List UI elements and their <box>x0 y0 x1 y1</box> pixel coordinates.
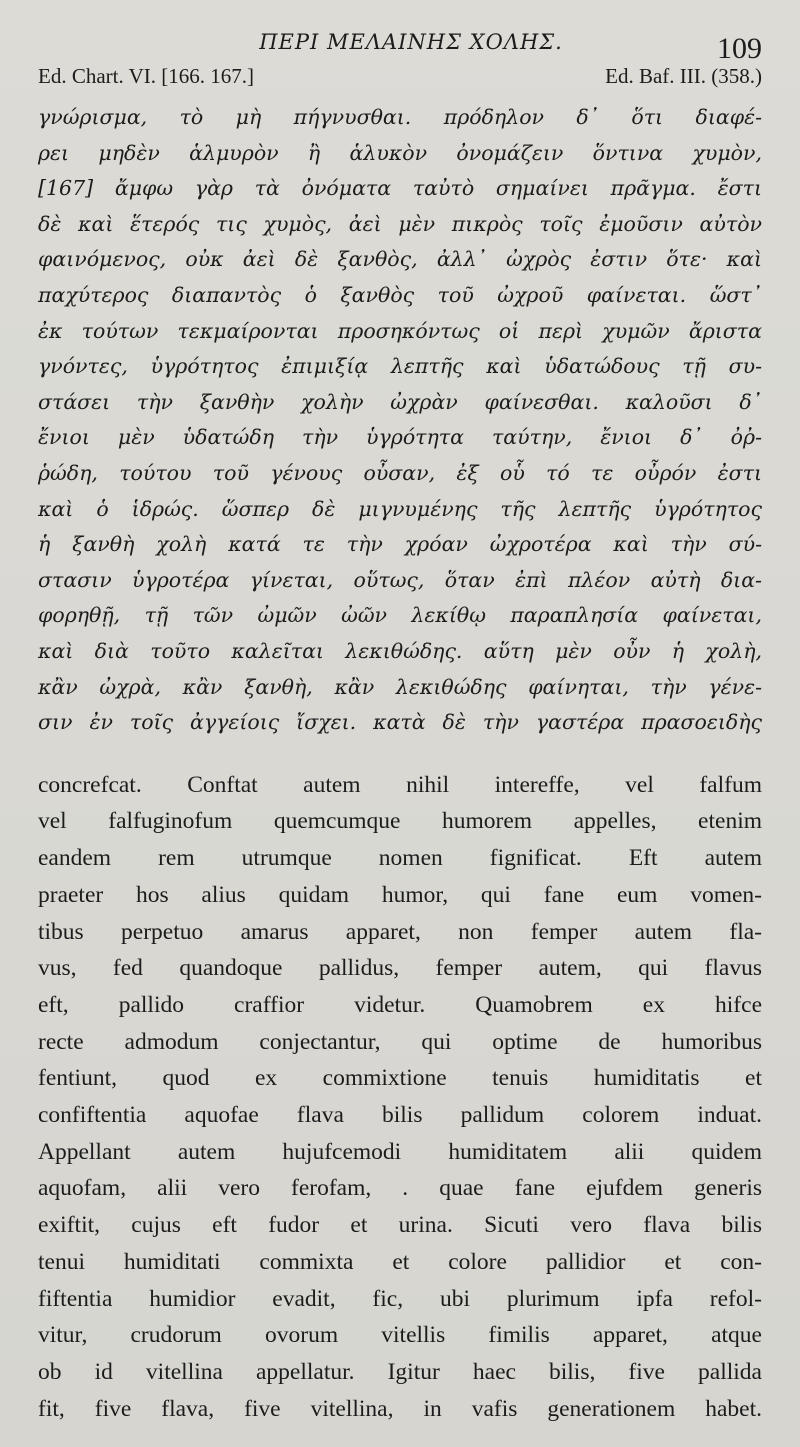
latin-line: tibus perpetuo amarus apparet, non femper autem fla- <box>38 918 762 945</box>
greek-line: [167] ἄμφω γὰρ τὰ ὀνόματα ταὐτὸ σημαίνει πρᾶγμα. ἔστι <box>38 176 762 201</box>
edition-right: Ed. Baf. III. (358.) <box>605 64 762 88</box>
page-number: 109 <box>717 32 762 65</box>
greek-line: δὲ καὶ ἕτερός τις χυμὸς, ἀεὶ μὲν πικρὸς τοῖς ἐμοῦσιν αὐτὸν <box>38 211 762 236</box>
latin-line: aquofam, alii vero ferofam, . quae fane ejufdem generis <box>38 1175 762 1202</box>
latin-line: Appellant autem hujufcemodi humiditatem alii quidem <box>38 1138 762 1165</box>
greek-line: στασιν ὑγροτέρα γίνεται, οὕτως, ὅταν ἐπὶ πλέον αὐτὴ δια- <box>38 567 762 592</box>
latin-line: concrefcat. Conftat autem nihil intereffe, vel falfum <box>38 771 762 798</box>
greek-line: στάσει τὴν ξανθὴν χολὴν ὠχρὰν φαίνεσθαι. καλοῦσι δ᾽ <box>38 389 762 414</box>
latin-line: eandem rem utrumque nomen fignificat. Eft autem <box>38 845 762 872</box>
latin-line: vel falfuginofum quemcumque humorem appelles, etenim <box>38 808 762 835</box>
latin-line: vitur, crudorum ovorum vitellis fimilis apparet, atque <box>38 1322 762 1349</box>
latin-line: praeter hos alius quidam humor, qui fane eum vomen- <box>38 881 762 908</box>
greek-line: καὶ ὁ ἱδρώς. ὥσπερ δὲ μιγνυμένης τῆς λεπτῆς ὑγρότητος <box>38 496 762 521</box>
greek-line: φορηθῇ, τῇ τῶν ὠμῶν ὠῶν λεκίθῳ παραπλησία φαίνεται, <box>38 603 762 628</box>
greek-line: ῥώδη, τούτου τοῦ γένους οὖσαν, ἐξ οὗ τό τε οὖρόν ἐστι <box>38 460 762 485</box>
greek-line: καὶ διὰ τοῦτο καλεῖται λεκιθώδης. αὕτη μὲν οὖν ἡ χολὴ, <box>38 638 762 663</box>
latin-line: vus, fed quandoque pallidus, femper autem, qui flavus <box>38 955 762 982</box>
latin-text <box>38 767 762 1428</box>
greek-text <box>38 100 762 741</box>
edition-left: Ed. Chart. VI. [166. 167.] <box>38 64 254 88</box>
latin-line: eft, pallido craffior videtur. Quamobrem ex hifce <box>38 991 762 1018</box>
latin-line: fiftentia humidior evadit, fic, ubi plurimum ipfa refol- <box>38 1285 762 1312</box>
greek-line: ἡ ξανθὴ χολὴ κατά τε τὴν χρόαν ὠχροτέρα καὶ τὴν σύ- <box>38 532 762 557</box>
greek-line: γνώρισμα, τὸ μὴ πήγνυσθαι. πρόδηλον δ᾽ ὅτι διαφέ- <box>38 105 762 129</box>
greek-line: ἔνιοι μὲν ὑδατώδη τὴν ὑγρότητα ταύτην, ἔνιοι δ᾽ ὀῤ- <box>38 425 762 450</box>
greek-line: κἂν ὠχρὰ, κἂν ξανθὴ, κἂν λεκιθώδης φαίνηται, τὴν γένε- <box>38 674 762 699</box>
latin-line: tenui humiditati commixta et colore pallidior et con- <box>38 1248 762 1275</box>
page-header <box>60 26 762 64</box>
edition-references <box>38 64 762 100</box>
latin-line: fit, five flava, five vitellina, in vafis generationem habet. <box>38 1395 762 1422</box>
latin-line: confiftentia aquofae flava bilis pallidum colorem induat. <box>38 1102 762 1129</box>
latin-line: ob id vitellina appellatur. Igitur haec bilis, five pallida <box>38 1358 762 1385</box>
latin-line: exiftit, cujus eft fudor et urina. Sicuti vero flava bilis <box>38 1212 762 1239</box>
greek-line: παχύτερος διαπαντὸς ὁ ξανθὸς τοῦ ὠχροῦ φαίνεται. ὥστ᾽ <box>38 282 762 307</box>
greek-line: γνόντες, ὑγρότητος ἐπιμιξίᾳ λεπτῆς καὶ ὑδατώδους τῇ συ- <box>38 354 762 379</box>
greek-line: σιν ἐν τοῖς ἀγγείοις ἴσχει. κατὰ δὲ τὴν γαστέρα πρασοειδὴς <box>38 710 762 735</box>
greek-line: φαινόμενος, οὐκ ἀεὶ δὲ ξανθὸς, ἀλλ᾽ ὠχρὸς ἐστιν ὅτε· καὶ <box>38 247 762 272</box>
running-title: ΠΕΡΙ ΜΕΛΑΙΝΗΣ ΧΟΛΗΣ. <box>259 30 563 54</box>
latin-line: recte admodum conjectantur, qui optime de humoribus <box>38 1028 762 1055</box>
latin-line: fentiunt, quod ex commixtione tenuis humiditatis et <box>38 1065 762 1092</box>
greek-line: ρει μηδὲν ἁλμυρὸν ἢ ἁλυκὸν ὀνομάζειν ὅντινα χυμὸν, <box>38 140 762 165</box>
greek-line: ἐκ τούτων τεκμαίρονται προσηκόντως οἱ περὶ χυμῶν ἄριστα <box>38 318 762 343</box>
